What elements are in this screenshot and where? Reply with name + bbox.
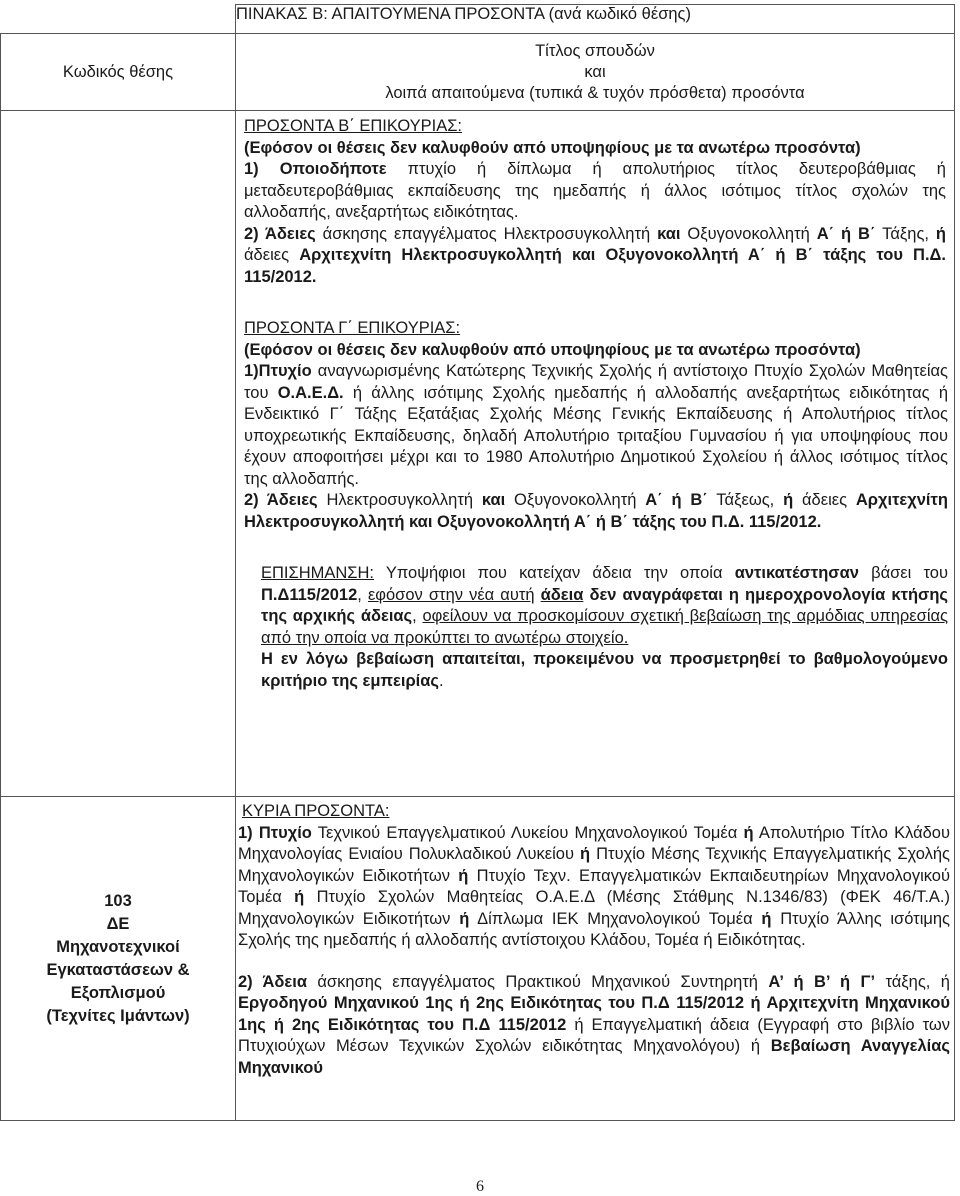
position-code-cell [1,797,236,1121]
notice-requirement: Η εν λόγω βεβαίωση απαιτείται, προκειμένου να προσμετρηθεί το βαθμολογούμενο κριτήριο της εμπειρίας. [261,650,948,690]
c-item-2: 2) Άδειες Ηλεκτροσυγκολλητή και Οξυγονοκολλητή Α΄ ή Β΄ Τάξεως, ή άδειες Αρχιτεχνίτη Ηλεκτροσυγκολλητή και Οξυγονοκολλητή Α΄ ή Β΄ τάξης του Π.Δ. 115/2012. [244,491,948,531]
header-line-3: λοιπά απαιτούμενα (τυπικά & τυχόν πρόσθετα) προσόντα [385,84,805,102]
position-name-line-3: Εξοπλισμού [70,983,166,1002]
notice-label: ΕΠΙΣΗΜΑΝΣΗ: [261,564,374,582]
table-title: ΠΙΝΑΚΑΣ Β: ΑΠΑΙΤΟΥΜΕΝΑ ΠΡΟΣΟΝΤΑ (ανά κωδικό θέσης) [236,5,955,34]
b-item-2: 2) Άδειες άσκησης επαγγέλματος Ηλεκτροσυγκολλητή και Οξυγονοκολλητή Α΄ ή Β΄ Τάξης, ή άδειες Αρχιτεχνίτη Ηλεκτροσυγκολλητή και Οξυγονοκολλητή Α΄ ή Β΄ τάξης του Π.Δ. 115/2012. [244,224,947,286]
header-line-1: Τίτλος σπουδών [535,42,655,60]
position-name-line-2: Εγκαταστάσεων & [46,960,190,979]
main-qualifications-block [236,797,954,1079]
notice-block [236,533,954,692]
b-item-1: 1) Οποιοδήποτε πτυχίο ή δίπλωμα ή απολυτήριος τίτλος δευτεροβάθμιας ή μεταδευτεροβάθμιας εκπαίδευσης της ημεδαπής ή άλλος ισότιμος τίτλος σχολών της αλλοδαπής, ανεξαρτήτως ειδικότητας. [244,160,946,221]
header-row [1,34,955,111]
header-code-column: Κωδικός θέσης [1,34,236,111]
position-name-line-1: Μηχανοτεχνικοί [56,937,180,956]
b-auxiliary-block [236,111,954,288]
c-auxiliary-note: (Εφόσον οι θέσεις δεν καλυφθούν από υποψηφίους με τα ανωτέρω προσόντα) [244,340,861,359]
notice-text: ΕΠΙΣΗΜΑΝΣΗ: Υποψήφιοι που κατείχαν άδεια την οποία αντικατέστησαν βάσει του Π.Δ115/2012, εφόσον στην νέα αυτή άδεια δεν αναγράφεται η ημερoχρονολογία κτήσης της αρχικής άδειας, οφείλουν να προσκομίσουν σχετική βεβαίωση της αρμόδιας υπηρεσίας από την οποία να προκύπτει το ανωτέρω στοιχείο. [261,564,949,647]
c-item-1: 1)Πτυχίο αναγνωρισμένης Κατώτερης Τεχνικής Σχολής ή αντίστοιχο Πτυχίο Σχολών Μαθητείας του Ο.Α.Ε.Δ. ή άλλης ισότιμης Σχολής ημεδαπής ή αλλοδαπής ανεξαρτήτως ειδικότητας ή Ενδεικτικό Γ΄ Τάξης Εξατάξιας Σχολής Μέσης Γενικής Εκπαίδευσης ή Απολυτήριος τίτλος υποχρεωτικής Εκπαίδευσης, δηλαδή Απολυτήριο τριταξίου Γυμνασίου ή για υποψηφίους που έχουν αποφοιτήσει μέχρι και το 1980 Απολυτήριο Δημοτικού Σχολείου ή άλλος ισότιμος τίτλος της αλλοδαπής. [244,362,948,488]
main-qualifications-cell [236,797,955,1121]
c-auxiliary-heading: ΠΡΟΣΟΝΤΑ Γ΄ ΕΠΙΚΟΥΡΙΑΣ: [244,319,461,337]
position-code-number: 103 [104,891,132,910]
main-qualifications-heading: ΚΥΡΙΑ ΠΡΟΣΟΝΤΑ: [242,802,390,820]
row-b-c-auxiliary [1,111,955,797]
auxiliary-qualifications-cell [236,111,955,797]
main-item-2: 2) Άδεια άσκησης επαγγέλματος Πρακτικού Μηχανικού Συντηρητή Α’ ή Β’ ή Γ’ τάξης, ή Εργοδηγού Μηχανικού 1ης ή 2ης Ειδικότητας του Π.Δ 115/2012 ή Αρχιτεχνίτη Μηχανικού 1ης ή 2ης Ειδικότητας του Π.Δ 115/2012 ή Επαγγελματική άδεια (Εγγραφή στο βιβλίο των Πτυχιούχων Μέσων Τεχνικών Σχολών ειδικότητας Μηχανολόγου) ή Βεβαίωση Αναγγελίας Μηχανικού [238,972,951,1077]
b-auxiliary-heading: ΠΡΟΣΟΝΤΑ Β΄ ΕΠΙΚΟΥΡΙΑΣ: [244,117,463,135]
qualifications-table [0,4,955,1121]
main-item-1: 1) Πτυχίο Τεχνικού Επαγγελματικού Λυκείου Μηχανολογικού Τομέα ή Απολυτήριο Τίτλο Κλάδου Μηχανολογίας Ενιαίου Πολυκλαδικού Λυκείου ή Πτυχίο Μέσης Τεχνικής Επαγγελματικής Σχολής Μηχανολογικών Ειδικοτήτων ή Πτυχίο Τεχν. Επαγγελματικών Εκπαιδευτηρίων Μηχανολογικού Τομέα ή Πτυχίο Σχολών Μαθητείας Ο.Α.Ε.Δ (Μέσης Στάθμης Ν.1346/83) (ΦΕΚ 46/Τ.Α.) Μηχανολογικών Ειδικοτήτων ή Δίπλωμα ΙΕΚ Μηχανολογικού Τομέα ή Πτυχίο Άλλης ισότιμης Σχολής της ημεδαπής ή αλλοδαπής αντίστοιχου Κλάδου, Τομέα ή Ειδικότητας. [238,823,951,949]
position-category: ΔΕ [106,914,130,933]
row-code-103 [1,797,955,1121]
header-qualifications-column [236,34,955,111]
position-name-line-4: (Τεχνίτες Ιμάντων) [46,1006,190,1025]
code-cell-empty [1,111,236,797]
c-auxiliary-block [236,288,954,533]
header-line-2: και [584,63,606,81]
table-title-row [1,5,955,34]
b-auxiliary-note: (Εφόσον οι θέσεις δεν καλυφθούν από υποψηφίους με τα ανωτέρω προσόντα) [244,138,861,157]
page-number: 6 [476,1178,484,1195]
